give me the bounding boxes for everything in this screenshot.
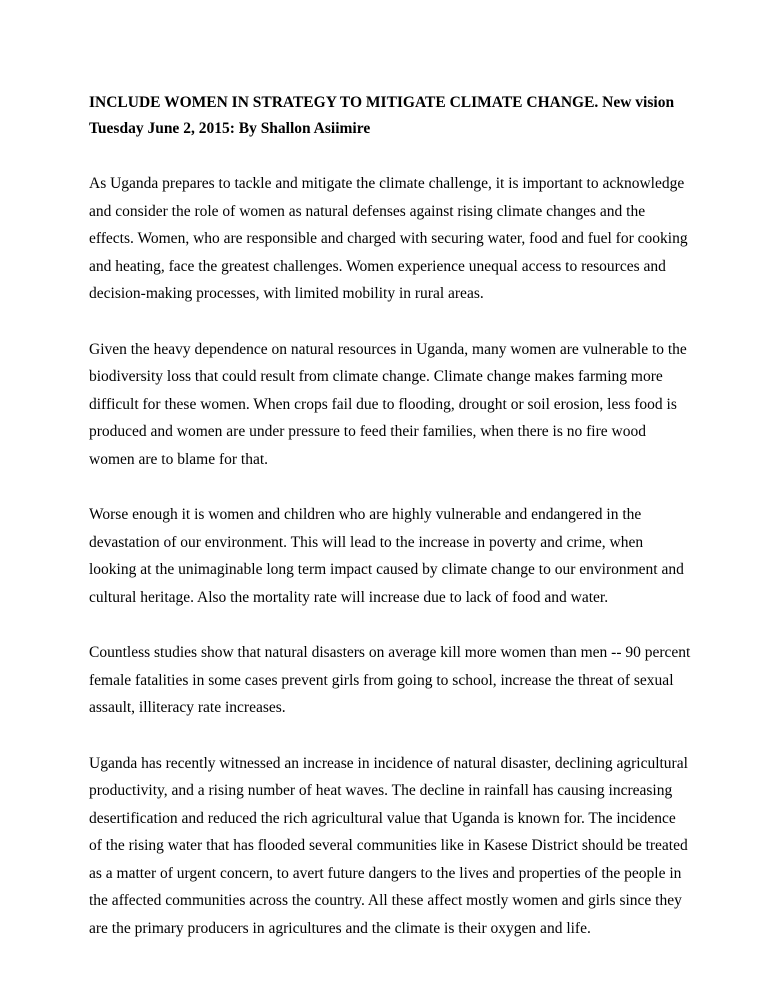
paragraph-line: as a matter of urgent concern, to avert future dangers to the lives and properties of the people in <box>89 864 682 882</box>
paragraph-line: cultural heritage. Also the mortality rate will increase due to lack of food and water. <box>89 588 609 606</box>
paragraph-line: difficult for these women. When crops fail due to flooding, drought or soil erosion, less food is <box>89 395 677 413</box>
paragraph-line: Worse enough it is women and children who are highly vulnerable and endangered in the <box>89 506 642 523</box>
paragraph-line: produced and women are under pressure to feed their families, when there is no fire wood <box>89 423 646 440</box>
paragraph-line: assault, illiteracy rate increases. <box>89 699 286 716</box>
article-byline: Tuesday June 2, 2015: By Shallon Asiimire <box>89 120 371 137</box>
article-paragraph <box>89 170 689 308</box>
article-body <box>89 170 689 942</box>
paragraph-line: are the primary producers in agricultures and the climate is their oxygen and life. <box>89 919 591 937</box>
document-page <box>89 90 689 942</box>
article-paragraph <box>89 639 689 722</box>
paragraph-line: the affected communities across the country. All these affect mostly women and girls since they <box>89 892 682 909</box>
article-paragraph <box>89 501 689 611</box>
paragraph-line: Given the heavy dependence on natural resources in Uganda, many women are vulnerable to the <box>89 340 687 358</box>
paragraph-line: of the rising water that has flooded several communities like in Kasese District should be treated <box>89 837 688 854</box>
article-paragraph <box>89 336 689 474</box>
paragraph-line: women are to blame for that. <box>89 450 269 468</box>
paragraph-line: looking at the unimaginable long term impact caused by climate change to our environment and <box>89 561 684 578</box>
article-headline: INCLUDE WOMEN IN STRATEGY TO MITIGATE CLIMATE CHANGE. New vision <box>89 94 675 111</box>
paragraph-line: and consider the role of women as natural defenses against rising climate changes and the <box>89 202 646 220</box>
paragraph-line: productivity, and a rising number of heat waves. The decline in rainfall has causing increasing <box>89 782 673 799</box>
article-paragraph <box>89 750 689 943</box>
paragraph-line: Countless studies show that natural disasters on average kill more women than men -- 90 percent <box>89 644 691 661</box>
paragraph-line: desertification and reduced the rich agricultural value that Uganda is known for. The incidence <box>89 809 676 827</box>
paragraph-line: effects. Women, who are responsible and charged with securing water, food and fuel for cooking <box>89 230 688 247</box>
paragraph-line: and heating, face the greatest challenges. Women experience unequal access to resources and <box>89 257 666 275</box>
paragraph-line: decision-making processes, with limited mobility in rural areas. <box>89 285 484 302</box>
paragraph-line: Uganda has recently witnessed an increase in incidence of natural disaster, declining agricultural <box>89 754 688 772</box>
paragraph-line: devastation of our environment. This will lead to the increase in poverty and crime, when <box>89 533 644 551</box>
paragraph-line: biodiversity loss that could result from climate change. Climate change makes farming more <box>89 368 663 385</box>
paragraph-line: As Uganda prepares to tackle and mitigate the climate challenge, it is important to acknowledge <box>89 175 685 192</box>
paragraph-line: female fatalities in some cases prevent girls from going to school, increase the threat of sexual <box>89 671 674 689</box>
